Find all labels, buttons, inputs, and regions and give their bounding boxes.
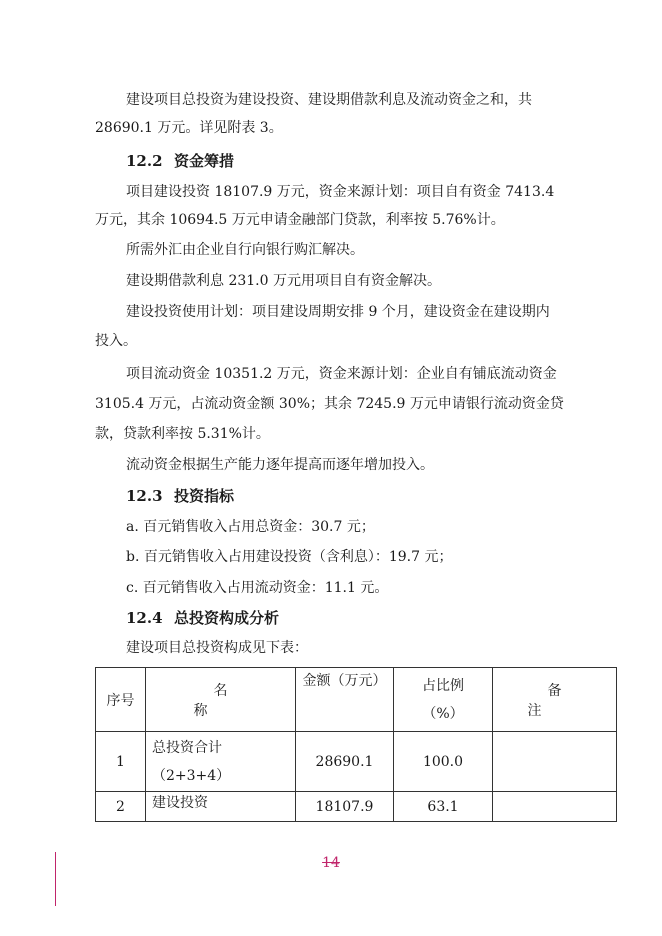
section-heading-12-3 <box>126 486 234 506</box>
page-number: 14 <box>322 855 340 871</box>
paragraph-usage-plan-line2: 投入。 <box>95 333 137 349</box>
header-seq: 序号 <box>96 668 146 732</box>
section-title: 资金筹措 <box>174 152 235 170</box>
cell-name-line2: （2+3+4） <box>152 767 231 784</box>
header-name: 名 称 <box>146 668 296 732</box>
paragraph-foreign-exchange: 所需外汇由企业自行向银行购汇解决。 <box>126 242 364 258</box>
paragraph-construction-investment-line2: 万元，其余 10694.5 万元申请金融部门贷款，利率按 5.76%计。 <box>95 212 505 228</box>
section-number: 12.4 <box>126 609 163 627</box>
section-title: 总投资构成分析 <box>174 609 280 627</box>
cell-amount: 18107.9 <box>296 792 394 822</box>
header-amount: 金额（万元） <box>296 668 394 732</box>
list-item-a: a. 百元销售收入占用总资金：30.7 元； <box>126 519 375 535</box>
paragraph-working-capital-line2: 3105.4 万元，占流动资金额 30%；其余 7245.9 万元申请银行流动资金贷 <box>95 396 564 412</box>
paragraph-total-investment-line1: 建设项目总投资为建设投资、建设期借款利息及流动资金之和，共 <box>126 92 532 108</box>
section-number: 12.3 <box>126 487 163 505</box>
cell-seq: 1 <box>96 732 146 792</box>
header-remark: 备 注 <box>493 668 617 732</box>
cell-amount: 28690.1 <box>296 732 394 792</box>
list-item-b: b. 百元销售收入占用建设投资（含利息）：19.7 元； <box>126 549 453 565</box>
cell-ratio: 63.1 <box>394 792 493 822</box>
section-title: 投资指标 <box>174 487 235 505</box>
cell-name: 建设投资 <box>146 792 296 822</box>
paragraph-construction-investment-line1: 项目建设投资 18107.9 万元，资金来源计划：项目自有资金 7413.4 <box>126 184 555 200</box>
section-number: 12.2 <box>126 152 163 170</box>
paragraph-working-capital-line3: 款，贷款利率按 5.31%计。 <box>95 426 270 442</box>
paragraph-total-investment-line2: 28690.1 万元。详见附表 3。 <box>95 120 283 136</box>
cell-ratio: 100.0 <box>394 732 493 792</box>
cell-seq: 2 <box>96 792 146 822</box>
cell-name <box>146 732 296 792</box>
table-header-row <box>96 668 617 732</box>
section-heading-12-4 <box>126 608 279 628</box>
investment-structure-table <box>95 667 656 822</box>
table-row <box>96 732 617 792</box>
table-row <box>96 792 617 822</box>
header-ratio-line1: 占比例 <box>422 677 464 694</box>
section-heading-12-2 <box>126 151 234 171</box>
header-ratio <box>394 668 493 732</box>
cell-remark <box>493 732 617 792</box>
list-item-c: c. 百元销售收入占用流动资金：11.1 元。 <box>126 580 389 596</box>
header-ratio-line2: （%） <box>422 705 464 722</box>
cell-remark <box>493 792 617 822</box>
cell-name-line1: 总投资合计 <box>152 739 222 756</box>
paragraph-working-capital-line1: 项目流动资金 10351.2 万元，资金来源计划：企业自有铺底流动资金 <box>126 366 557 382</box>
paragraph-loan-interest: 建设期借款利息 231.0 万元用项目自有资金解决。 <box>126 273 441 289</box>
paragraph-capital-increase: 流动资金根据生产能力逐年提高而逐年增加投入。 <box>126 457 434 473</box>
table-intro: 建设项目总投资构成见下表： <box>126 640 308 656</box>
paragraph-usage-plan-line1: 建设投资使用计划：项目建设周期安排 9 个月，建设资金在建设期内 <box>126 304 550 320</box>
